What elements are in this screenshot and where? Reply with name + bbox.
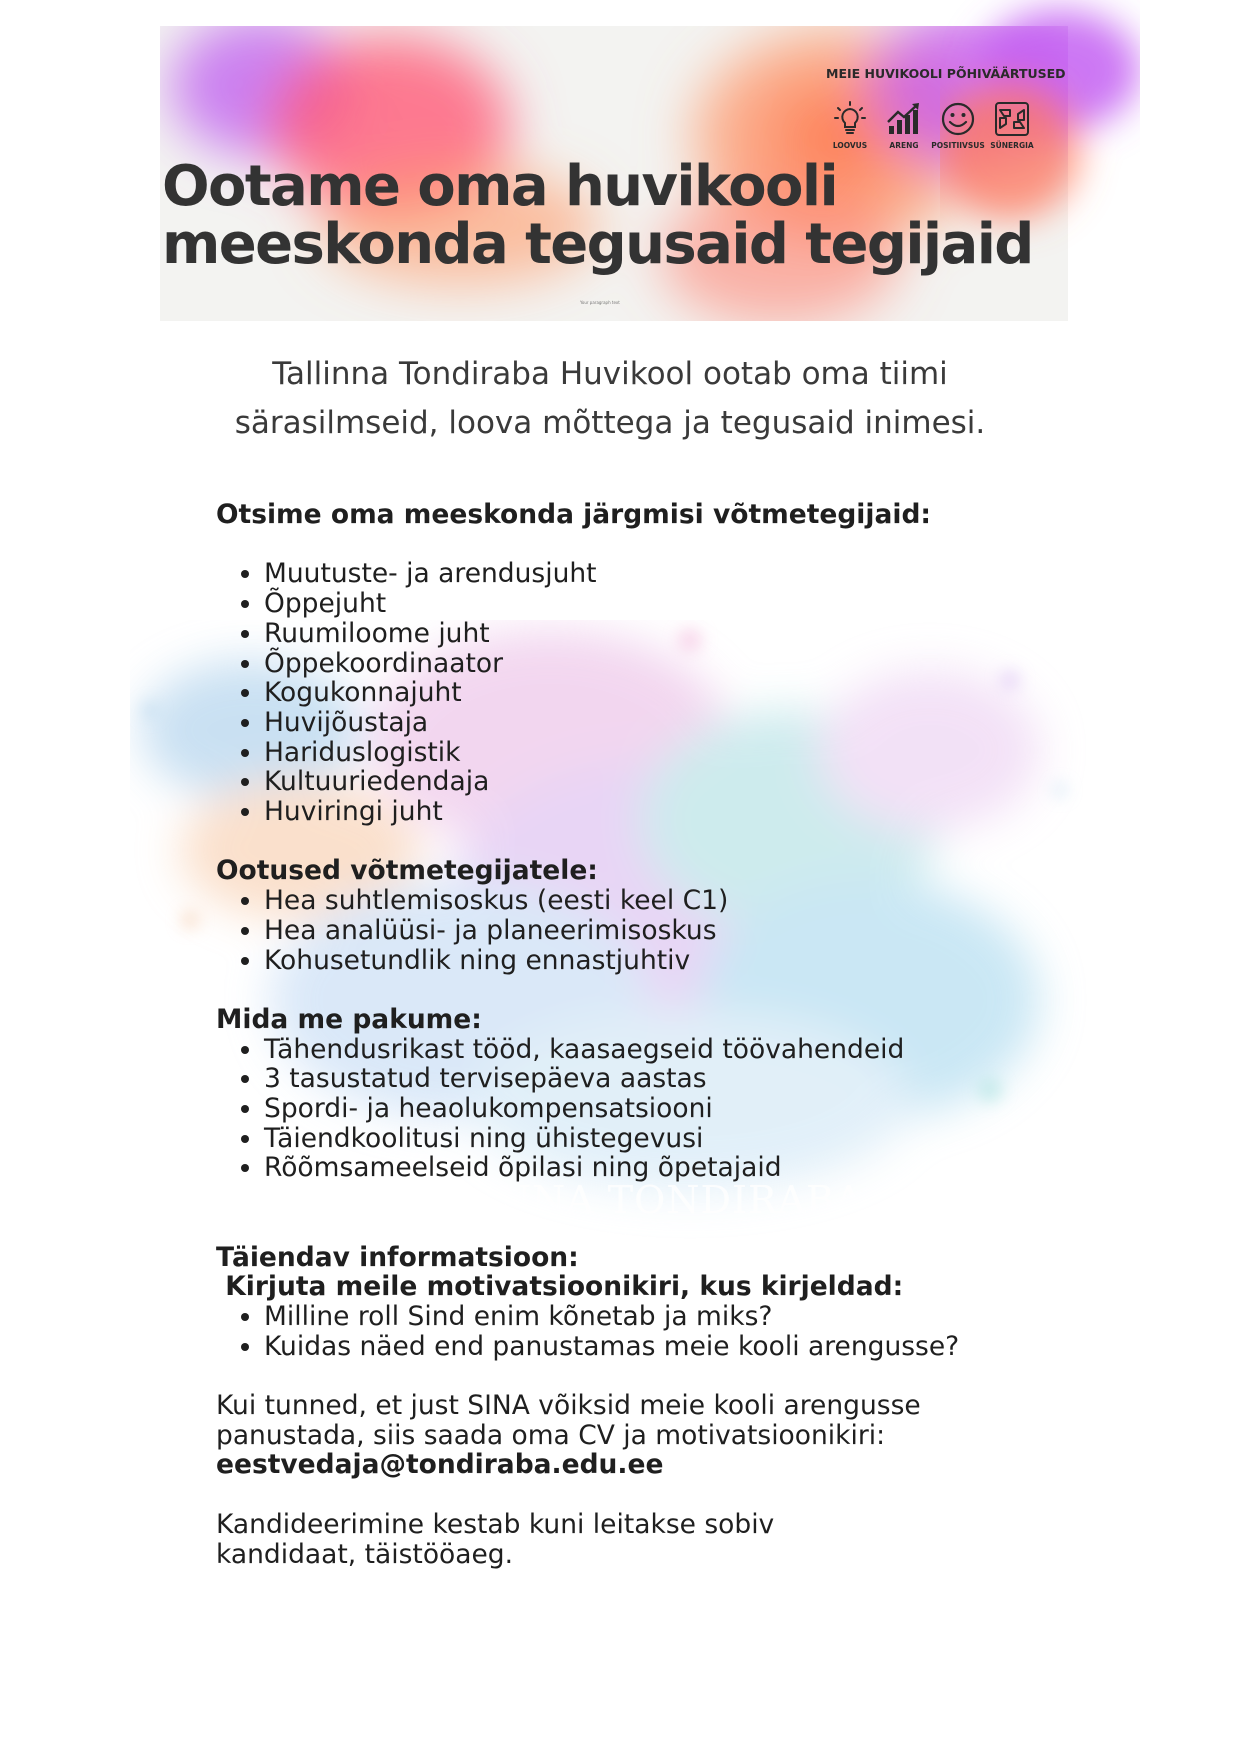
values-title: MEIE HUVIKOOLI PÕHIVÄÄRTUSED <box>826 66 1066 81</box>
lightbulb-icon <box>831 100 869 138</box>
list-item: • Kultuuriedendaja <box>264 767 1076 797</box>
list-item: • 3 tasustatud tervisepäeva aastas <box>264 1064 1076 1094</box>
expectations-list <box>216 886 1076 975</box>
list-item: • Hea suhtlemisoskus (eesti keel C1) <box>264 886 1076 916</box>
value-label: SÜNERGIA <box>990 141 1034 150</box>
expectations-heading: Ootused võtmetegijatele: <box>216 855 598 887</box>
smiley-icon <box>939 100 977 138</box>
closing-line-1: Kandideerimine kestab kuni leitakse sobiv <box>216 1508 775 1540</box>
watermark-line-1: TALLINNA TONDIRABA <box>376 1178 864 1222</box>
value-positiivsus <box>928 100 988 150</box>
list-item: • Huvijõustaja <box>264 708 1076 738</box>
additional-list <box>216 1302 1076 1361</box>
offer-heading: Mida me pakume: <box>216 1003 482 1035</box>
list-item: • Huviringi juht <box>264 797 1076 827</box>
list-item: • Spordi- ja heaolukompensatsiooni <box>264 1094 1076 1124</box>
list-item: • Õppejuht <box>264 589 1076 619</box>
list-item: • Milline roll Sind enim kõnetab ja miks? <box>264 1302 1076 1332</box>
additional-heading: Täiendav informatsioon: <box>216 1241 579 1273</box>
watermark-line-2: HUVIKOOL <box>504 1218 736 1262</box>
additional-subheading: Kirjuta meile motivatsioonikiri, kus kirjeldad: <box>216 1271 904 1303</box>
page-title <box>162 154 1033 277</box>
intro-line-2: särasilmseid, loova mõttega ja tegusaid inimesi. <box>234 405 986 441</box>
list-item: • Kohusetundlik ning ennastjuhtiv <box>264 946 1076 976</box>
contact-email[interactable]: eestvedaja@tondiraba.edu.ee <box>216 1449 664 1481</box>
roles-list <box>216 559 1076 826</box>
roles-heading: Otsime oma meeskonda järgmisi võtmetegijaid: <box>216 499 932 530</box>
value-loovus <box>820 100 880 150</box>
list-item: • Kuidas näed end panustamas meie kooli arengusse? <box>264 1332 1076 1362</box>
apply-line-1: Kui tunned, et just SINA võiksid meie kooli arengusse <box>216 1390 921 1421</box>
value-label: ARENG <box>889 141 919 150</box>
list-item: • Tähendusrikast tööd, kaasaegseid töövahendeid <box>264 1035 1076 1065</box>
list-item: • Rõõmsameelseid õpilasi ning õpetajaid <box>264 1153 1076 1183</box>
headline-line-2: meeskonda tegusaid tegijaid <box>162 212 1033 277</box>
hands-teamwork-icon <box>993 100 1031 138</box>
value-label: POSITIIVSUS <box>931 141 985 150</box>
job-posting-body <box>216 500 1076 1569</box>
intro-line-1: Tallinna Tondiraba Huvikool ootab oma tiimi <box>272 356 948 392</box>
offer-list <box>216 1035 1076 1184</box>
list-item: • Hariduslogistik <box>264 738 1076 768</box>
headline-line-1: Ootame oma huvikooli <box>162 154 838 219</box>
growth-chart-icon <box>885 100 923 138</box>
apply-line-2: panustada, siis saada oma CV ja motivatsioonikiri: <box>216 1419 886 1451</box>
paragraph-placeholder: Your paragraph text <box>580 300 620 305</box>
list-item: • Õppekoordinaator <box>264 649 1076 679</box>
list-item: • Muutuste- ja arendusjuht <box>264 559 1076 589</box>
intro-text <box>190 350 1030 448</box>
list-item: • Täiendkoolitusi ning ühistegevusi <box>264 1124 1076 1154</box>
list-item: • Kogukonnajuht <box>264 678 1076 708</box>
list-item: • Hea analüüsi- ja planeerimisoskus <box>264 916 1076 946</box>
closing-line-2: kandidaat, täistööaeg. <box>216 1538 514 1570</box>
value-synergia <box>982 100 1042 150</box>
list-item: • Ruumiloome juht <box>264 619 1076 649</box>
value-label: LOOVUS <box>832 141 868 150</box>
value-areng <box>874 100 934 150</box>
